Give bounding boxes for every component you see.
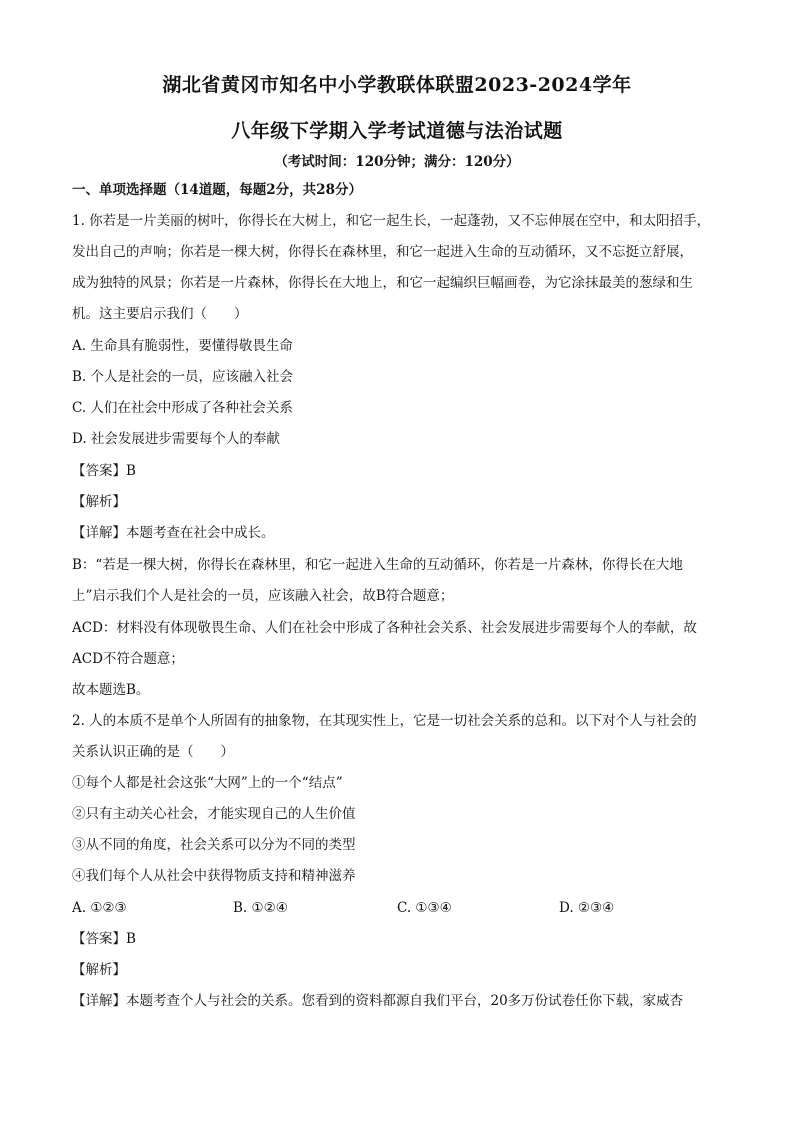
exam-info: （考试时间：120分钟；满分：120分） bbox=[274, 154, 520, 170]
q2-detail-line: 【详解】本题考查个人与社会的关系。您看到的资料都源自我们平台，20多万份试卷任你下载，家威杏 bbox=[72, 993, 684, 1009]
q1-stem-line: 成为独特的风景；你若是一片森林，你得长在大地上，和它一起编织巨幅画卷，为它涂抹最美的葱绿和生 bbox=[72, 275, 693, 291]
q2-statement-2: ②只有主动关心社会，才能实现自己的人生价值 bbox=[72, 806, 356, 822]
exam-title-line1: 湖北省黄冈市知名中小学教联体联盟2023-2024学年 bbox=[162, 74, 632, 96]
q1-option-a: A. 生命具有脆弱性，要懂得敬畏生命 bbox=[72, 338, 293, 354]
q2-statement-3: ③从不同的角度，社会关系可以分为不同的类型 bbox=[72, 837, 356, 853]
q2-stem-line: 关系认识正确的是（ ） bbox=[72, 744, 234, 760]
q1-stem-line: 发出自己的声响；你若是一棵大树，你得长在森林里，和它一起进入生命的互动循环，又不忘挺立舒展， bbox=[72, 244, 693, 260]
exam-title-line2: 八年级下学期入学考试道德与法治试题 bbox=[231, 120, 563, 142]
q2-choices bbox=[72, 898, 732, 918]
q1-option-c: C. 人们在社会中形成了各种社会关系 bbox=[72, 400, 293, 416]
q2-choice-d: D. ②③④ bbox=[559, 900, 615, 916]
q1-detail-line: ACD不符合题意； bbox=[72, 651, 184, 667]
q1-option-d: D. 社会发展进步需要每个人的奉献 bbox=[72, 431, 280, 447]
q1-detail-line: 上”启示我们个人是社会的一员，应该融入社会，故B符合题意； bbox=[72, 588, 454, 604]
q2-choice-b: B. ①②④ bbox=[233, 900, 288, 916]
q1-stem-line: 1. 你若是一片美丽的树叶，你得长在大树上，和它一起生长，一起蓬勃，又不忘伸展在空中，和太阳招手， bbox=[72, 213, 711, 229]
q2-choice-a: A. ①②③ bbox=[72, 900, 127, 916]
q1-detail-line: B：“若是一棵大树，你得长在森林里，和它一起进入生命的互动循环，你若是一片森林，你得长在大地 bbox=[72, 557, 683, 573]
q1-answer: 【答案】B bbox=[72, 463, 136, 479]
q2-statement-4: ④我们每个人从社会中获得物质支持和精神滋养 bbox=[72, 868, 356, 884]
q1-option-b: B. 个人是社会的一员，应该融入社会 bbox=[72, 369, 294, 385]
q1-detail-line: 故本题选B。 bbox=[72, 682, 150, 698]
q1-analysis-label: 【解析】 bbox=[72, 494, 126, 510]
q2-answer: 【答案】B bbox=[72, 931, 136, 947]
q2-statement-1: ①每个人都是社会这张“大网”上的一个“结点” bbox=[72, 775, 343, 791]
q2-choice-c: C. ①③④ bbox=[397, 900, 452, 916]
q1-detail-line: 【详解】本题考查在社会中成长。 bbox=[72, 525, 275, 541]
q2-stem-line: 2. 人的本质不是单个人所固有的抽象物，在其现实性上，它是一切社会关系的总和。以下对个人与社会的 bbox=[72, 713, 697, 729]
q1-detail-line: ACD：材料没有体现敬畏生命、人们在社会中形成了各种社会关系、社会发展进步需要每个人的奉献，故 bbox=[72, 620, 697, 636]
section-heading: 一、单项选择题（14道题，每题2分，共28分） bbox=[72, 182, 362, 198]
q2-analysis-label: 【解析】 bbox=[72, 962, 126, 978]
q1-stem-line: 机。这主要启示我们（ ） bbox=[72, 306, 248, 322]
